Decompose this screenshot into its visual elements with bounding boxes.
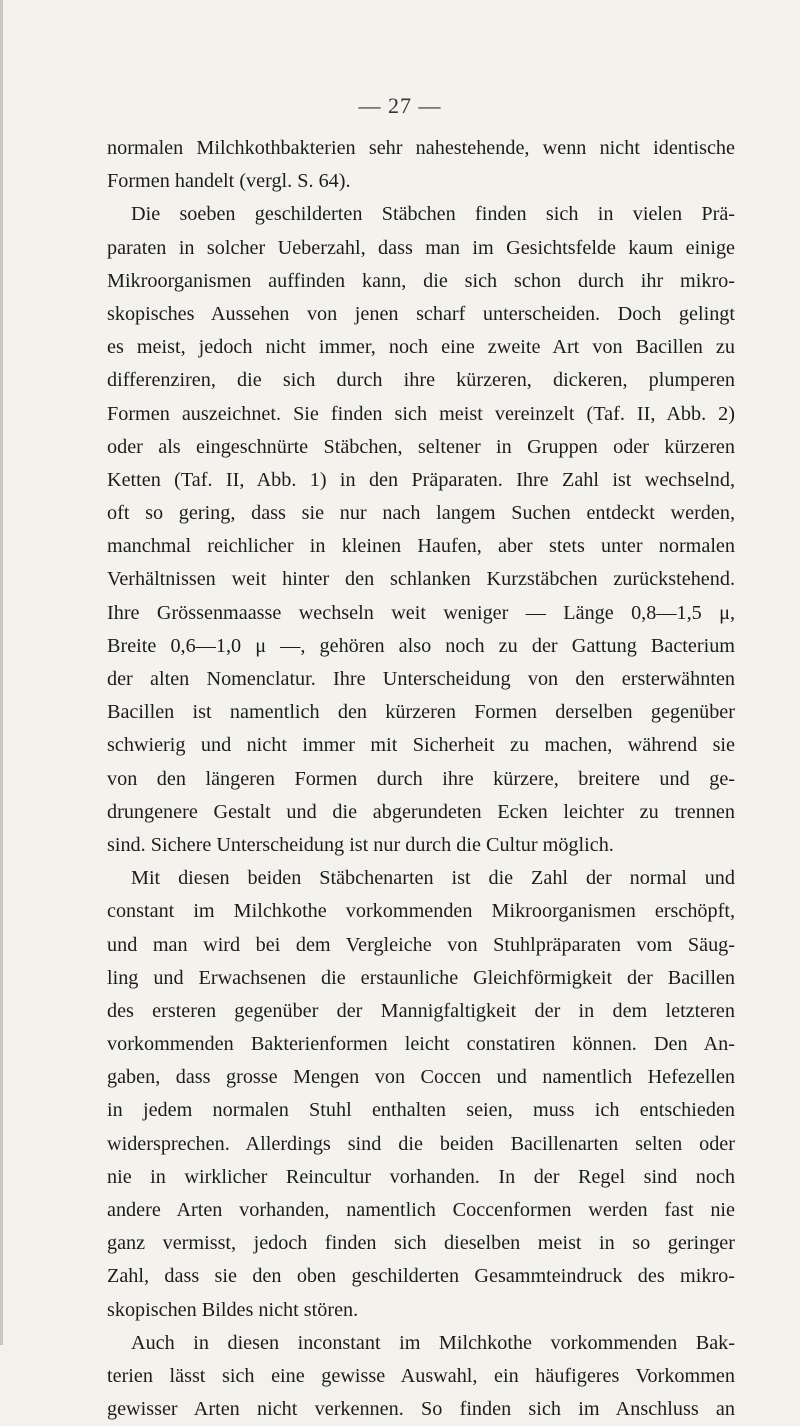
- text-line: Ketten (Taf. II, Abb. 1) in den Präparaten. Ihre Zahl ist wechselnd,: [107, 468, 735, 491]
- text-line: gewisser Arten nicht verkennen. So finden sich im Anschluss an: [107, 1398, 735, 1421]
- text-line: skopisches Aussehen von jenen scharf unterscheiden. Doch gelingt: [107, 302, 735, 325]
- text-line: es meist, jedoch nicht immer, noch eine zweite Art von Bacillen zu: [107, 336, 735, 359]
- text-line: constant im Milchkothe vorkommenden Mikroorganismen erschöpft,: [107, 900, 735, 923]
- text-line: Formen handelt (vergl. S. 64).: [107, 170, 351, 193]
- text-line: gaben, dass grosse Mengen von Coccen und namentlich Hefezellen: [107, 1066, 735, 1089]
- page-edge-shadow: [0, 0, 3, 1345]
- text-line: manchmal reichlicher in kleinen Haufen, aber stets unter normalen: [107, 535, 735, 558]
- text-line: oder als eingeschnürte Stäbchen, seltener in Gruppen oder kürzeren: [107, 435, 735, 458]
- text-line: schwierig und nicht immer mit Sicherheit zu machen, während sie: [107, 734, 735, 757]
- text-line: Mit diesen beiden Stäbchenarten ist die Zahl der normal und: [131, 867, 735, 890]
- text-line: Verhältnissen weit hinter den schlanken Kurzstäbchen zurückstehend.: [107, 568, 735, 591]
- text-line: skopischen Bildes nicht stören.: [107, 1298, 359, 1321]
- text-line: vorkommenden Bakterienformen leicht constatiren können. Den An-: [107, 1033, 735, 1056]
- text-line: sind. Sichere Unterscheidung ist nur durch die Cultur möglich.: [107, 833, 614, 856]
- text-line: ganz vermisst, jedoch finden sich dieselben meist in so geringer: [107, 1232, 735, 1255]
- text-line: ling und Erwachsenen die erstaunliche Gleichförmigkeit der Bacillen: [107, 966, 735, 989]
- text-line: normalen Milchkothbakterien sehr nahestehende, wenn nicht identische: [107, 137, 735, 159]
- text-line: paraten in solcher Ueberzahl, dass man im Gesichtsfelde kaum einige: [107, 236, 735, 259]
- text-line: Formen auszeichnet. Sie finden sich meist vereinzelt (Taf. II, Abb. 2): [107, 402, 735, 425]
- text-line: Zahl, dass sie den oben geschilderten Gesammteindruck des mikro-: [107, 1265, 735, 1288]
- text-line: Die soeben geschilderten Stäbchen finden sich in vielen Prä-: [131, 203, 735, 226]
- text-line: in jedem normalen Stuhl enthalten seien, muss ich entschieden: [107, 1099, 735, 1122]
- text-line: nie in wirklicher Reincultur vorhanden. In der Regel sind noch: [107, 1165, 735, 1188]
- text-line: Auch in diesen inconstant im Milchkothe vorkommenden Bak-: [131, 1331, 735, 1354]
- text-line: von den längeren Formen durch ihre kürzere, breitere und ge-: [107, 767, 735, 790]
- text-line: Ihre Grössenmaasse wechseln weit weniger — Länge 0,8—1,5 μ,: [107, 601, 735, 624]
- page-number: — 27 —: [358, 93, 442, 118]
- text-line: terien lässt sich eine gewisse Auswahl, ein häufigeres Vorkommen: [107, 1364, 735, 1387]
- text-line: differenziren, die sich durch ihre kürzeren, dickeren, plumperen: [107, 369, 735, 392]
- text-line: andere Arten vorhanden, namentlich Coccenformen werden fast nie: [107, 1199, 735, 1221]
- text-line: widersprechen. Allerdings sind die beiden Bacillenarten selten oder: [107, 1132, 735, 1155]
- text-line: der alten Nomenclatur. Ihre Unterscheidung von den ersterwähnten: [107, 668, 735, 690]
- text-line: Mikroorganismen auffinden kann, die sich schon durch ihr mikro-: [107, 269, 735, 292]
- text-line: Breite 0,6—1,0 μ —, gehören also noch zu der Gattung Bacterium: [107, 634, 735, 657]
- text-line: Bacillen ist namentlich den kürzeren Formen derselben gegenüber: [107, 701, 735, 724]
- text-line: oft so gering, dass sie nur nach langem Suchen entdeckt werden,: [107, 502, 735, 525]
- text-line: drungenere Gestalt und die abgerundeten Ecken leichter zu trennen: [107, 800, 735, 823]
- body-text: [107, 132, 735, 1426]
- text-line: des ersteren gegenüber der Mannigfaltigkeit der in dem letzteren: [107, 999, 735, 1022]
- text-line: und man wird bei dem Vergleiche von Stuhlpräparaten vom Säug-: [107, 933, 735, 956]
